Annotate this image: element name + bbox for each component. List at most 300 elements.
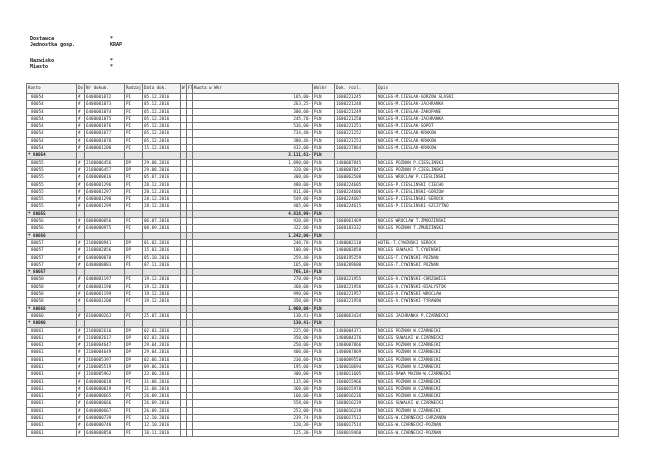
cell-konto: 80058 <box>27 283 77 290</box>
table-row <box>27 145 619 152</box>
cell-data: 07.11.2016 <box>143 261 181 268</box>
cell-rodzaj: DP <box>125 239 143 246</box>
line-items-table <box>26 83 619 437</box>
cell-waluta: PLN <box>313 218 335 225</box>
cell-data: 05.12.2016 <box>143 108 181 115</box>
cell-konto: 80061 <box>27 429 77 436</box>
cell-waluta: PLN <box>313 203 335 210</box>
cell-kwota: 1.242,00- <box>193 232 313 239</box>
cell-dok: 1600016238 <box>335 407 377 414</box>
cell-rodzaj: DP <box>125 166 143 173</box>
cell-do: # <box>77 115 85 122</box>
cell-kwota: 4.816,99- <box>193 210 313 217</box>
table-row <box>27 225 619 232</box>
cell-kwota: 1.090,00- <box>193 159 313 166</box>
cell-waluta: PLN <box>313 101 335 108</box>
cell-konto: * 80058 <box>27 305 77 312</box>
cell-dok: 1600224607 <box>335 196 377 203</box>
cell-rodzaj: PI <box>125 188 143 195</box>
cell-rodzaj: DP <box>125 247 143 254</box>
cell-opis: NOCLEG POZNAN T.ZMUDZINSKI <box>377 225 619 232</box>
table-row <box>27 400 619 407</box>
cell-opis: NOCLEG-A.CYWINSKI-BIALYSTOK <box>377 283 619 290</box>
cell-rodzaj: PI <box>125 218 143 225</box>
cell-do: # <box>77 239 85 246</box>
cell-konto: 80055 <box>27 196 77 203</box>
cell-waluta: PLN <box>313 145 335 152</box>
cell-opis: NOCLEG-P.CIESLINSKI-GORZOW <box>377 188 619 195</box>
cell-data: 05.12.2016 <box>143 115 181 122</box>
cell-nr <box>85 210 125 217</box>
cell-rodzaj <box>125 269 143 276</box>
cell-data: 02.03.2016 <box>143 327 181 334</box>
cell-dok: 1600221248 <box>335 101 377 108</box>
cell-do: # <box>77 385 85 392</box>
cell-rodzaj: PI <box>125 181 143 188</box>
cell-nr: 6400001298 <box>85 196 125 203</box>
cell-rodzaj: PI <box>125 196 143 203</box>
header-field-label: Miasto <box>30 64 49 70</box>
cell-waluta: PLN <box>313 276 335 283</box>
cell-opis: NOCLEG POZNAN W.CZARNECKI <box>377 363 619 370</box>
cell-opis: NOCLEG SUWALKI T.CYWINSKI <box>377 247 619 254</box>
cell-rodzaj: DP <box>125 363 143 370</box>
cell-kwota: 360,00- <box>193 385 313 392</box>
table-row <box>27 137 619 144</box>
cell-dok: 1600209600 <box>335 261 377 268</box>
table-row <box>27 363 619 370</box>
cell-data: 05.07.2016 <box>143 174 181 181</box>
cell-nr: 6400000018 <box>85 378 125 385</box>
cell-opis: NOCLEG SUWALKI W.CZARNECKI <box>377 400 619 407</box>
cell-waluta: PLN <box>313 232 335 239</box>
cell-rodzaj: PI <box>125 283 143 290</box>
cell-opis: NOCLEG POZNAN W.CZARNECKI <box>377 342 619 349</box>
cell-konto: 80054 <box>27 94 77 101</box>
cell-kwota: 920,00- <box>193 218 313 225</box>
cell-dok <box>335 210 377 217</box>
cell-opis: NOCLEG POZNAN W.CZARNECKI <box>377 327 619 334</box>
cell-konto: 80061 <box>27 385 77 392</box>
cell-rodzaj: DP <box>125 371 143 378</box>
cell-dok: 1600221249 <box>335 108 377 115</box>
cell-konto: 80054 <box>27 145 77 152</box>
cell-opis: NOCLEG POZNAN P.CIESLINSKI <box>377 159 619 166</box>
cell-dok: 1600061469 <box>335 218 377 225</box>
cell-konto: * 80055 <box>27 210 77 217</box>
cell-konto: 80057 <box>27 254 77 261</box>
cell-kwota: 432,00- <box>193 145 313 152</box>
cell-do <box>77 305 85 312</box>
table-row <box>27 166 619 173</box>
cell-opis: NOCLEG POZNAN W.CZARNECKI <box>377 356 619 363</box>
cell-opis: NOCLEG-M.CIESLAK-JACHRANKA <box>377 101 619 108</box>
cell-waluta: PLN <box>313 378 335 385</box>
cell-do: # <box>77 334 85 341</box>
cell-konto: 80061 <box>27 349 77 356</box>
table-row <box>27 378 619 385</box>
cell-waluta: PLN <box>313 385 335 392</box>
header-field-label: Nazwisko <box>30 58 55 64</box>
cell-do: # <box>77 356 85 363</box>
cell-kwota: 120,30- <box>193 422 313 429</box>
cell-opis: NOCLEG POZNAN P.CIESLINSKI <box>377 166 619 173</box>
cell-dok: 1400009550 <box>335 356 377 363</box>
cell-nr: 6400000070 <box>85 254 125 261</box>
cell-nr: 6400001296 <box>85 181 125 188</box>
cell-nr: 6400000740 <box>85 422 125 429</box>
cell-waluta: PLN <box>313 174 335 181</box>
cell-waluta: PLN <box>313 123 335 130</box>
cell-data: 19.12.2016 <box>143 283 181 290</box>
cell-dok: 1600016236 <box>335 393 377 400</box>
column-header: Data dok. <box>143 84 181 94</box>
cell-do <box>77 269 85 276</box>
cell-do: # <box>77 130 85 137</box>
cell-data: 19.12.2016 <box>143 298 181 305</box>
cell-do: # <box>77 181 85 188</box>
cell-konto: 80055 <box>27 174 77 181</box>
cell-kwota: 322,00- <box>193 225 313 232</box>
cell-waluta: PLN <box>313 334 335 341</box>
cell-waluta: PLN <box>313 291 335 298</box>
cell-kwota: 100,00- <box>193 247 313 254</box>
cell-opis: NOCLEG-W.CZARNECKI-CHRZANOW <box>377 415 619 422</box>
cell-nr <box>85 305 125 312</box>
cell-waluta: PLN <box>313 349 335 356</box>
table-row <box>27 218 619 225</box>
cell-kwota: 250,00- <box>193 342 313 349</box>
cell-rodzaj: PI <box>125 378 143 385</box>
cell-rodzaj: PI <box>125 429 143 436</box>
cell-konto: 80061 <box>27 327 77 334</box>
cell-dok <box>335 232 377 239</box>
cell-konto: 80058 <box>27 298 77 305</box>
cell-waluta: PLN <box>313 247 335 254</box>
cell-opis: NOCLEG-M.CIESLAK-KRAKOW <box>377 137 619 144</box>
cell-dok: 1600019460 <box>335 429 377 436</box>
cell-rodzaj: DP <box>125 327 143 334</box>
cell-konto: 80060 <box>27 312 77 319</box>
cell-waluta: PLN <box>313 407 335 414</box>
cell-konto: 80061 <box>27 407 77 414</box>
cell-nr: 2100005962 <box>85 371 125 378</box>
cell-kwota: 259,48- <box>193 254 313 261</box>
cell-opis: NOCLEG WROCLAW T.ZMUDZINSKI <box>377 218 619 225</box>
cell-kwota: 734,40- <box>193 130 313 137</box>
cell-nr: 6400001199 <box>85 291 125 298</box>
cell-kwota: 400,00- <box>193 349 313 356</box>
cell-kwota: 350,00- <box>193 334 313 341</box>
cell-data <box>143 305 181 312</box>
subtotal-row <box>27 210 619 217</box>
cell-opis: NOCLEG WROCLAW P.CIESLINSKI <box>377 174 619 181</box>
cell-rodzaj: PI <box>125 137 143 144</box>
column-header: Walkr <box>313 84 335 94</box>
cell-data: 05.12.2016 <box>143 94 181 101</box>
cell-nr: 2100005519 <box>85 363 125 370</box>
cell-waluta: PLN <box>313 356 335 363</box>
table-row <box>27 239 619 246</box>
cell-data: 05.12.2016 <box>143 137 181 144</box>
cell-nr: 6400000666 <box>85 400 125 407</box>
cell-kwota: 1.960,00- <box>193 305 313 312</box>
table-row <box>27 407 619 414</box>
cell-dok: 1600224606 <box>335 188 377 195</box>
cell-konto: 80061 <box>27 415 77 422</box>
table-row <box>27 254 619 261</box>
cell-waluta: PLN <box>313 429 335 436</box>
cell-dok: 1400003850 <box>335 247 377 254</box>
cell-dok: 1400002110 <box>335 239 377 246</box>
table-row <box>27 101 619 108</box>
cell-dok: 1600221958 <box>335 298 377 305</box>
cell-nr: 2100004647 <box>85 342 125 349</box>
header-field-value: KRAP <box>110 42 123 48</box>
cell-do: # <box>77 159 85 166</box>
cell-nr: 6400001198 <box>85 283 125 290</box>
cell-nr: 2100002616 <box>85 327 125 334</box>
cell-opis: NOCLEG-P.CIESLINSKI CIECHO <box>377 181 619 188</box>
cell-kwota: 300,00- <box>193 371 313 378</box>
cell-waluta: PLN <box>313 130 335 137</box>
cell-opis: NOCLEG POZNAN W.CZARNECKI <box>377 393 619 400</box>
cell-data: 05.10.2016 <box>143 254 181 261</box>
header-field <box>30 48 110 54</box>
cell-do: # <box>77 94 85 101</box>
column-header: Do <box>77 84 85 94</box>
cell-opis: NOCLEG-A.CYWINSKI-WROCLAW <box>377 291 619 298</box>
cell-nr: 6400001074 <box>85 108 125 115</box>
cell-dok: 1600221957 <box>335 291 377 298</box>
cell-opis: NOCLEG-W.CZARNECKI-POZNAN <box>377 429 619 436</box>
cell-nr: 6400000667 <box>85 407 125 414</box>
cell-dok: 1600221955 <box>335 276 377 283</box>
cell-konto: 80061 <box>27 334 77 341</box>
cell-kwota: 165,00- <box>193 261 313 268</box>
cell-dok: 1600224605 <box>335 181 377 188</box>
cell-waluta: PLN <box>313 371 335 378</box>
cell-kwota: 160,00- <box>193 393 313 400</box>
cell-kwota: 240,70- <box>193 239 313 246</box>
cell-data: 05.12.2016 <box>143 130 181 137</box>
table-row <box>27 159 619 166</box>
cell-kwota: 320,00- <box>193 166 313 173</box>
cell-opis: NOCLEG-P.CIESLINSKI-SZCZYTNO <box>377 203 619 210</box>
cell-kwota: 239,74- <box>193 415 313 422</box>
cell-konto: 80056 <box>27 218 77 225</box>
cell-dok: 1600062508 <box>335 174 377 181</box>
cell-konto: 80055 <box>27 188 77 195</box>
cell-dok: 1400007845 <box>335 159 377 166</box>
cell-konto: * 80054 <box>27 152 77 159</box>
cell-konto: 80061 <box>27 371 77 378</box>
cell-rodzaj: PI <box>125 393 143 400</box>
table-row <box>27 123 619 130</box>
cell-waluta: PLN <box>313 261 335 268</box>
cell-data: 29.08.2016 <box>143 159 181 166</box>
cell-data: 06.07.2016 <box>143 218 181 225</box>
cell-dok: 1600183332 <box>335 225 377 232</box>
cell-konto: 80054 <box>27 115 77 122</box>
cell-do: # <box>77 349 85 356</box>
cell-nr <box>85 320 125 327</box>
cell-waluta: PLN <box>313 320 335 327</box>
cell-konto: 80054 <box>27 108 77 115</box>
cell-data: 09.06.2016 <box>143 363 181 370</box>
table-row <box>27 356 619 363</box>
cell-dok: 1600227864 <box>335 145 377 152</box>
cell-data <box>143 152 181 159</box>
cell-do: # <box>77 218 85 225</box>
cell-data: 05.12.2016 <box>143 101 181 108</box>
column-header: W <box>181 84 187 94</box>
cell-do: # <box>77 145 85 152</box>
cell-nr: 6400000019 <box>85 385 125 392</box>
table-row <box>27 94 619 101</box>
cell-dok: 1600221956 <box>335 283 377 290</box>
cell-kwota: 558,00- <box>193 400 313 407</box>
cell-data: 15.03.2016 <box>143 247 181 254</box>
cell-dok: 1600221250 <box>335 115 377 122</box>
cell-rodzaj: PI <box>125 291 143 298</box>
column-header: Rodzaj <box>125 84 143 94</box>
cell-data: 12.10.2016 <box>143 422 181 429</box>
cell-konto: 80056 <box>27 225 77 232</box>
cell-waluta: PLN <box>313 305 335 312</box>
table-row <box>27 188 619 195</box>
cell-konto: 80055 <box>27 166 77 173</box>
cell-waluta: PLN <box>313 415 335 422</box>
cell-do <box>77 152 85 159</box>
column-header: Kwota w Wkr <box>193 84 313 94</box>
cell-konto: 80055 <box>27 181 77 188</box>
cell-rodzaj: PI <box>125 312 143 319</box>
cell-waluta: PLN <box>313 108 335 115</box>
cell-konto: 80055 <box>27 159 77 166</box>
cell-dok: 1600195259 <box>335 254 377 261</box>
cell-opis <box>377 232 619 239</box>
cell-opis <box>377 269 619 276</box>
cell-rodzaj: PI <box>125 145 143 152</box>
cell-nr: 6400001197 <box>85 276 125 283</box>
cell-data: 08.09.2016 <box>143 225 181 232</box>
table-row <box>27 115 619 122</box>
cell-nr: 6400001297 <box>85 188 125 195</box>
cell-data: 01.02.2016 <box>143 239 181 246</box>
cell-nr: 6400001072 <box>85 94 125 101</box>
cell-nr: 6400001076 <box>85 123 125 130</box>
cell-nr: 6400000975 <box>85 225 125 232</box>
cell-konto: 80061 <box>27 356 77 363</box>
cell-do: # <box>77 283 85 290</box>
table-row <box>27 334 619 341</box>
cell-opis <box>377 305 619 312</box>
cell-do: # <box>77 327 85 334</box>
cell-kwota: 990,00- <box>193 291 313 298</box>
cell-do: # <box>77 407 85 414</box>
table-row <box>27 108 619 115</box>
cell-konto: 80054 <box>27 123 77 130</box>
subtotal-row <box>27 320 619 327</box>
table-row <box>27 181 619 188</box>
cell-konto: 80057 <box>27 247 77 254</box>
table-row <box>27 371 619 378</box>
cell-do: # <box>77 429 85 436</box>
cell-waluta: PLN <box>313 269 335 276</box>
subtotal-row <box>27 152 619 159</box>
cell-waluta: PLN <box>313 342 335 349</box>
cell-data: 28.12.2016 <box>143 196 181 203</box>
cell-nr: 6100000263 <box>85 312 125 319</box>
cell-do: # <box>77 312 85 319</box>
cell-kwota: 405,00- <box>193 203 313 210</box>
cell-nr: 2100006456 <box>85 159 125 166</box>
cell-opis: NOCLEG-M.CIESLAK-JACHRANKA <box>377 115 619 122</box>
cell-do: # <box>77 276 85 283</box>
cell-data: 29.08.2016 <box>143 166 181 173</box>
cell-nr: 2100006457 <box>85 166 125 173</box>
cell-rodzaj: PI <box>125 385 143 392</box>
cell-rodzaj: PI <box>125 422 143 429</box>
cell-opis: NOCLEG-M.CIESLAK-KRAKOW <box>377 145 619 152</box>
cell-konto: 80058 <box>27 291 77 298</box>
table-row <box>27 283 619 290</box>
cell-data: 02.06.2016 <box>143 356 181 363</box>
cell-do: # <box>77 123 85 130</box>
cell-nr: 2100005397 <box>85 356 125 363</box>
cell-data <box>143 269 181 276</box>
cell-rodzaj: PI <box>125 123 143 130</box>
table-row <box>27 276 619 283</box>
cell-rodzaj: PI <box>125 101 143 108</box>
cell-kwota: 380,46- <box>193 137 313 144</box>
cell-konto: 80061 <box>27 342 77 349</box>
cell-do: # <box>77 415 85 422</box>
cell-rodzaj: PI <box>125 130 143 137</box>
cell-data: 02.03.2016 <box>143 334 181 341</box>
cell-konto: 80057 <box>27 239 77 246</box>
cell-kwota: 360,00- <box>193 283 313 290</box>
cell-opis <box>377 210 619 217</box>
cell-dok: 1600016239 <box>335 400 377 407</box>
cell-data: 19.12.2016 <box>143 276 181 283</box>
cell-do: # <box>77 261 85 268</box>
cell-dok: 1600063434 <box>335 312 377 319</box>
cell-data: 29.04.2016 <box>143 349 181 356</box>
cell-opis: NOCLEG-M.CIESLAK-GORZOW SLASKI <box>377 94 619 101</box>
cell-opis: NOCLEG-T.CYWINSKI POZNAN <box>377 261 619 268</box>
cell-dok: 1400004376 <box>335 334 377 341</box>
cell-rodzaj <box>125 305 143 312</box>
cell-nr: 6400001299 <box>85 203 125 210</box>
cell-rodzaj <box>125 152 143 159</box>
cell-do: # <box>77 400 85 407</box>
cell-kwota: 195,00- <box>193 363 313 370</box>
cell-do: # <box>77 247 85 254</box>
cell-waluta: PLN <box>313 239 335 246</box>
cell-kwota: 549,00- <box>193 196 313 203</box>
cell-waluta: PLN <box>313 196 335 203</box>
cell-opis: NOCLEG-RAWA MAZOW-W.CZARNECKI <box>377 371 619 378</box>
cell-opis: NOCLEG JACHRANKA P.CZARNECKI <box>377 312 619 319</box>
cell-waluta: PLN <box>313 312 335 319</box>
subtotal-row <box>27 232 619 239</box>
table-row <box>27 349 619 356</box>
cell-dok: 1400007847 <box>335 166 377 173</box>
cell-do: # <box>77 174 85 181</box>
cell-kwota: 230,00- <box>193 356 313 363</box>
